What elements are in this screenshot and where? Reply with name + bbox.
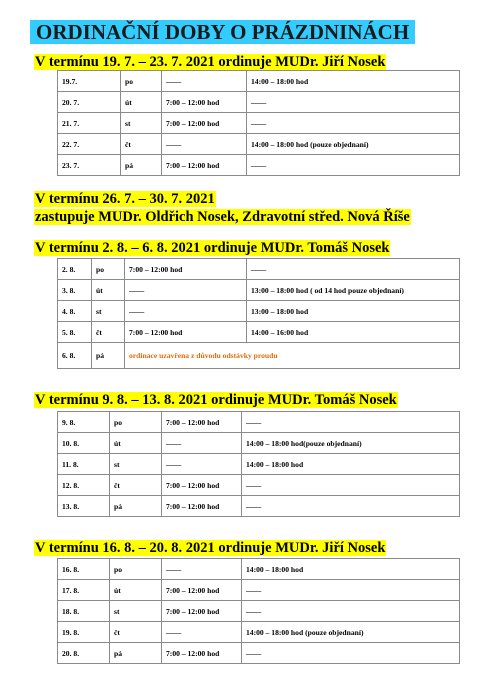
table-row bbox=[58, 559, 460, 580]
date-cell: 9. 8. bbox=[58, 412, 110, 433]
section-heading: V termínu 9. 8. – 13. 8. 2021 ordinuje MUDr. Tomáš Nosek bbox=[35, 392, 397, 408]
substitute-notice: zastupuje MUDr. Oldřich Nosek, Zdravotní střed. Nová Říše bbox=[35, 209, 410, 225]
table-row bbox=[58, 113, 460, 134]
date-cell: 6. 8. bbox=[58, 343, 92, 369]
morning-hours-cell: —— bbox=[162, 559, 242, 580]
table-row bbox=[58, 71, 460, 92]
afternoon-hours-cell: 14:00 – 18:00 hod bbox=[242, 559, 460, 580]
morning-hours-cell: —— bbox=[162, 71, 247, 92]
date-cell: 23. 7. bbox=[58, 155, 121, 176]
table-row bbox=[58, 496, 460, 517]
table-row bbox=[58, 322, 460, 343]
table-row bbox=[58, 601, 460, 622]
date-cell: 5. 8. bbox=[58, 322, 92, 343]
morning-hours-cell: 7:00 – 12:00 hod bbox=[162, 475, 242, 496]
day-cell: čt bbox=[110, 475, 162, 496]
table-row bbox=[58, 580, 460, 601]
schedule-table bbox=[57, 258, 460, 369]
date-cell: 11. 8. bbox=[58, 454, 110, 475]
morning-hours-cell: —— bbox=[162, 134, 247, 155]
date-cell: 18. 8. bbox=[58, 601, 110, 622]
day-cell: po bbox=[121, 71, 162, 92]
schedule-table bbox=[57, 70, 460, 176]
table-row bbox=[58, 301, 460, 322]
day-cell: pá bbox=[121, 155, 162, 176]
section-heading: V termínu 19. 7. – 23. 7. 2021 ordinuje MUDr. Jiří Nosek bbox=[35, 54, 386, 70]
table-row bbox=[58, 155, 460, 176]
date-cell: 17. 8. bbox=[58, 580, 110, 601]
section-heading: V termínu 2. 8. – 6. 8. 2021 ordinuje MUDr. Tomáš Nosek bbox=[35, 240, 390, 256]
date-cell: 4. 8. bbox=[58, 301, 92, 322]
afternoon-hours-cell: —— bbox=[247, 113, 460, 134]
day-cell: st bbox=[110, 454, 162, 475]
afternoon-hours-cell: —— bbox=[247, 259, 460, 280]
day-cell: po bbox=[110, 559, 162, 580]
day-cell: čt bbox=[110, 622, 162, 643]
day-cell: út bbox=[121, 92, 162, 113]
morning-hours-cell: 7:00 – 12:00 hod bbox=[162, 92, 247, 113]
table-row bbox=[58, 92, 460, 113]
schedule-table bbox=[57, 411, 460, 517]
day-cell: čt bbox=[92, 322, 125, 343]
morning-hours-cell: 7:00 – 12:00 hod bbox=[162, 580, 242, 601]
morning-hours-cell: 7:00 – 12:00 hod bbox=[162, 643, 242, 664]
table-row bbox=[58, 343, 460, 369]
morning-hours-cell: 7:00 – 12:00 hod bbox=[162, 601, 242, 622]
date-cell: 10. 8. bbox=[58, 433, 110, 454]
afternoon-hours-cell: —— bbox=[242, 580, 460, 601]
afternoon-hours-cell: —— bbox=[242, 412, 460, 433]
morning-hours-cell: 7:00 – 12:00 hod bbox=[162, 412, 242, 433]
day-cell: út bbox=[92, 280, 125, 301]
day-cell: po bbox=[92, 259, 125, 280]
schedule-table bbox=[57, 558, 460, 664]
day-cell: st bbox=[110, 601, 162, 622]
table-row bbox=[58, 134, 460, 155]
afternoon-hours-cell: 14:00 – 16:00 hod bbox=[247, 322, 460, 343]
date-cell: 13. 8. bbox=[58, 496, 110, 517]
morning-hours-cell: —— bbox=[125, 301, 247, 322]
afternoon-hours-cell: 13:00 – 18:00 hod bbox=[247, 301, 460, 322]
table-row bbox=[58, 259, 460, 280]
section-heading: V termínu 26. 7. – 30. 7. 2021 bbox=[35, 191, 215, 207]
table-row bbox=[58, 475, 460, 496]
day-cell: pá bbox=[110, 643, 162, 664]
section-heading: V termínu 16. 8. – 20. 8. 2021 ordinuje MUDr. Jiří Nosek bbox=[35, 540, 386, 556]
table-row bbox=[58, 433, 460, 454]
afternoon-hours-cell: —— bbox=[247, 155, 460, 176]
afternoon-hours-cell: 14:00 – 18:00 hod (pouze objednaní) bbox=[247, 134, 460, 155]
day-cell: po bbox=[110, 412, 162, 433]
date-cell: 21. 7. bbox=[58, 113, 121, 134]
afternoon-hours-cell: —— bbox=[247, 92, 460, 113]
morning-hours-cell: —— bbox=[162, 622, 242, 643]
morning-hours-cell: —— bbox=[162, 433, 242, 454]
date-cell: 2. 8. bbox=[58, 259, 92, 280]
date-cell: 20. 8. bbox=[58, 643, 110, 664]
date-cell: 22. 7. bbox=[58, 134, 121, 155]
date-cell: 19. 8. bbox=[58, 622, 110, 643]
date-cell: 16. 8. bbox=[58, 559, 110, 580]
table-row bbox=[58, 412, 460, 433]
morning-hours-cell: 7:00 – 12:00 hod bbox=[162, 496, 242, 517]
closure-note: ordinace uzavřena z důvodu odstávky proudu bbox=[125, 343, 460, 369]
afternoon-hours-cell: 14:00 – 18:00 hod (pouze objednaní) bbox=[242, 622, 460, 643]
page-title: ORDINAČNÍ DOBY O PRÁZDNINÁCH bbox=[30, 20, 415, 44]
morning-hours-cell: 7:00 – 12:00 hod bbox=[125, 259, 247, 280]
afternoon-hours-cell: 14:00 – 18:00 hod bbox=[247, 71, 460, 92]
morning-hours-cell: —— bbox=[125, 280, 247, 301]
table-row bbox=[58, 643, 460, 664]
table-row bbox=[58, 622, 460, 643]
day-cell: pá bbox=[92, 343, 125, 369]
morning-hours-cell: —— bbox=[162, 454, 242, 475]
date-cell: 12. 8. bbox=[58, 475, 110, 496]
day-cell: pá bbox=[110, 496, 162, 517]
morning-hours-cell: 7:00 – 12:00 hod bbox=[162, 113, 247, 134]
morning-hours-cell: 7:00 – 12:00 hod bbox=[162, 155, 247, 176]
day-cell: čt bbox=[121, 134, 162, 155]
afternoon-hours-cell: —— bbox=[242, 475, 460, 496]
day-cell: st bbox=[121, 113, 162, 134]
table-row bbox=[58, 280, 460, 301]
table-row bbox=[58, 454, 460, 475]
afternoon-hours-cell: —— bbox=[242, 643, 460, 664]
morning-hours-cell: 7:00 – 12:00 hod bbox=[125, 322, 247, 343]
date-cell: 20. 7. bbox=[58, 92, 121, 113]
afternoon-hours-cell: —— bbox=[242, 496, 460, 517]
day-cell: út bbox=[110, 433, 162, 454]
date-cell: 3. 8. bbox=[58, 280, 92, 301]
afternoon-hours-cell: —— bbox=[242, 601, 460, 622]
afternoon-hours-cell: 14:00 – 18:00 hod(pouze objednaní) bbox=[242, 433, 460, 454]
afternoon-hours-cell: 14:00 – 18:00 hod bbox=[242, 454, 460, 475]
day-cell: út bbox=[110, 580, 162, 601]
day-cell: st bbox=[92, 301, 125, 322]
afternoon-hours-cell: 13:00 – 18:00 hod ( od 14 hod pouze objednaní) bbox=[247, 280, 460, 301]
date-cell: 19.7. bbox=[58, 71, 121, 92]
